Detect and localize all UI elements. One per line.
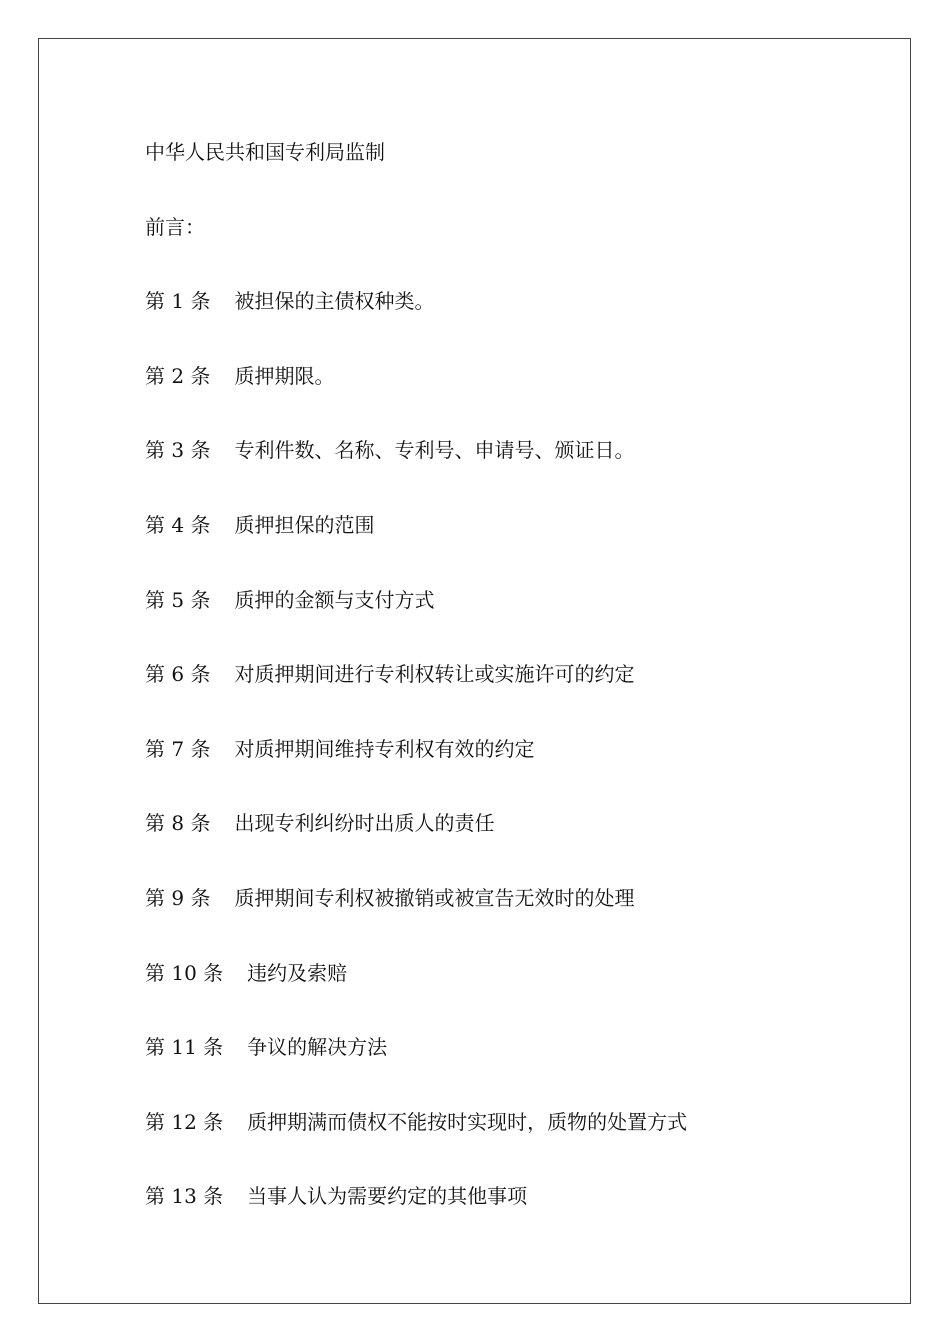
article-3	[145, 436, 687, 511]
article-number: 第 6 条	[145, 662, 211, 687]
article-text: 当事人认为需要约定的其他事项	[247, 1184, 528, 1209]
article-number: 第 5 条	[145, 587, 211, 612]
article-number: 第 10 条	[145, 960, 224, 985]
article-text: 质押期间专利权被撤销或被宣告无效时的处理	[234, 885, 635, 910]
article-number: 第 12 条	[145, 1109, 224, 1134]
article-number: 第 4 条	[145, 512, 211, 537]
article-9	[145, 884, 687, 959]
article-text: 质押担保的范围	[234, 512, 375, 537]
article-1	[145, 287, 687, 362]
article-text: 被担保的主债权种类。	[234, 289, 435, 314]
article-7	[145, 735, 687, 810]
article-number: 第 11 条	[145, 1035, 224, 1060]
article-8	[145, 809, 687, 884]
article-text: 违约及索赔	[247, 960, 348, 985]
article-number: 第 2 条	[145, 363, 211, 388]
article-10	[145, 959, 687, 1034]
article-13	[145, 1182, 687, 1257]
article-11	[145, 1033, 687, 1108]
document-body	[145, 138, 687, 1257]
document-header	[145, 138, 687, 213]
article-5	[145, 586, 687, 661]
article-text: 专利件数、名称、专利号、申请号、颁证日。	[234, 438, 635, 463]
article-2	[145, 362, 687, 437]
header-text: 中华人民共和国专利局监制	[145, 140, 385, 164]
article-text: 争议的解决方法	[247, 1035, 388, 1060]
article-4	[145, 511, 687, 586]
article-number: 第 1 条	[145, 289, 211, 314]
article-text: 对质押期间维持专利权有效的约定	[234, 736, 535, 761]
preface	[145, 213, 687, 288]
article-12	[145, 1108, 687, 1183]
article-number: 第 9 条	[145, 885, 211, 910]
article-number: 第 7 条	[145, 736, 211, 761]
article-text: 出现专利纠纷时出质人的责任	[234, 811, 495, 836]
article-text: 质押的金额与支付方式	[234, 587, 435, 612]
article-number: 第 13 条	[145, 1184, 224, 1209]
article-text: 质押期限。	[234, 363, 335, 388]
preface-text: 前言：	[145, 214, 205, 239]
article-text: 质押期满而债权不能按时实现时，质物的处置方式	[247, 1109, 688, 1134]
article-text: 对质押期间进行专利权转让或实施许可的约定	[234, 662, 635, 687]
article-number: 第 8 条	[145, 811, 211, 836]
article-number: 第 3 条	[145, 438, 211, 463]
article-6	[145, 660, 687, 735]
